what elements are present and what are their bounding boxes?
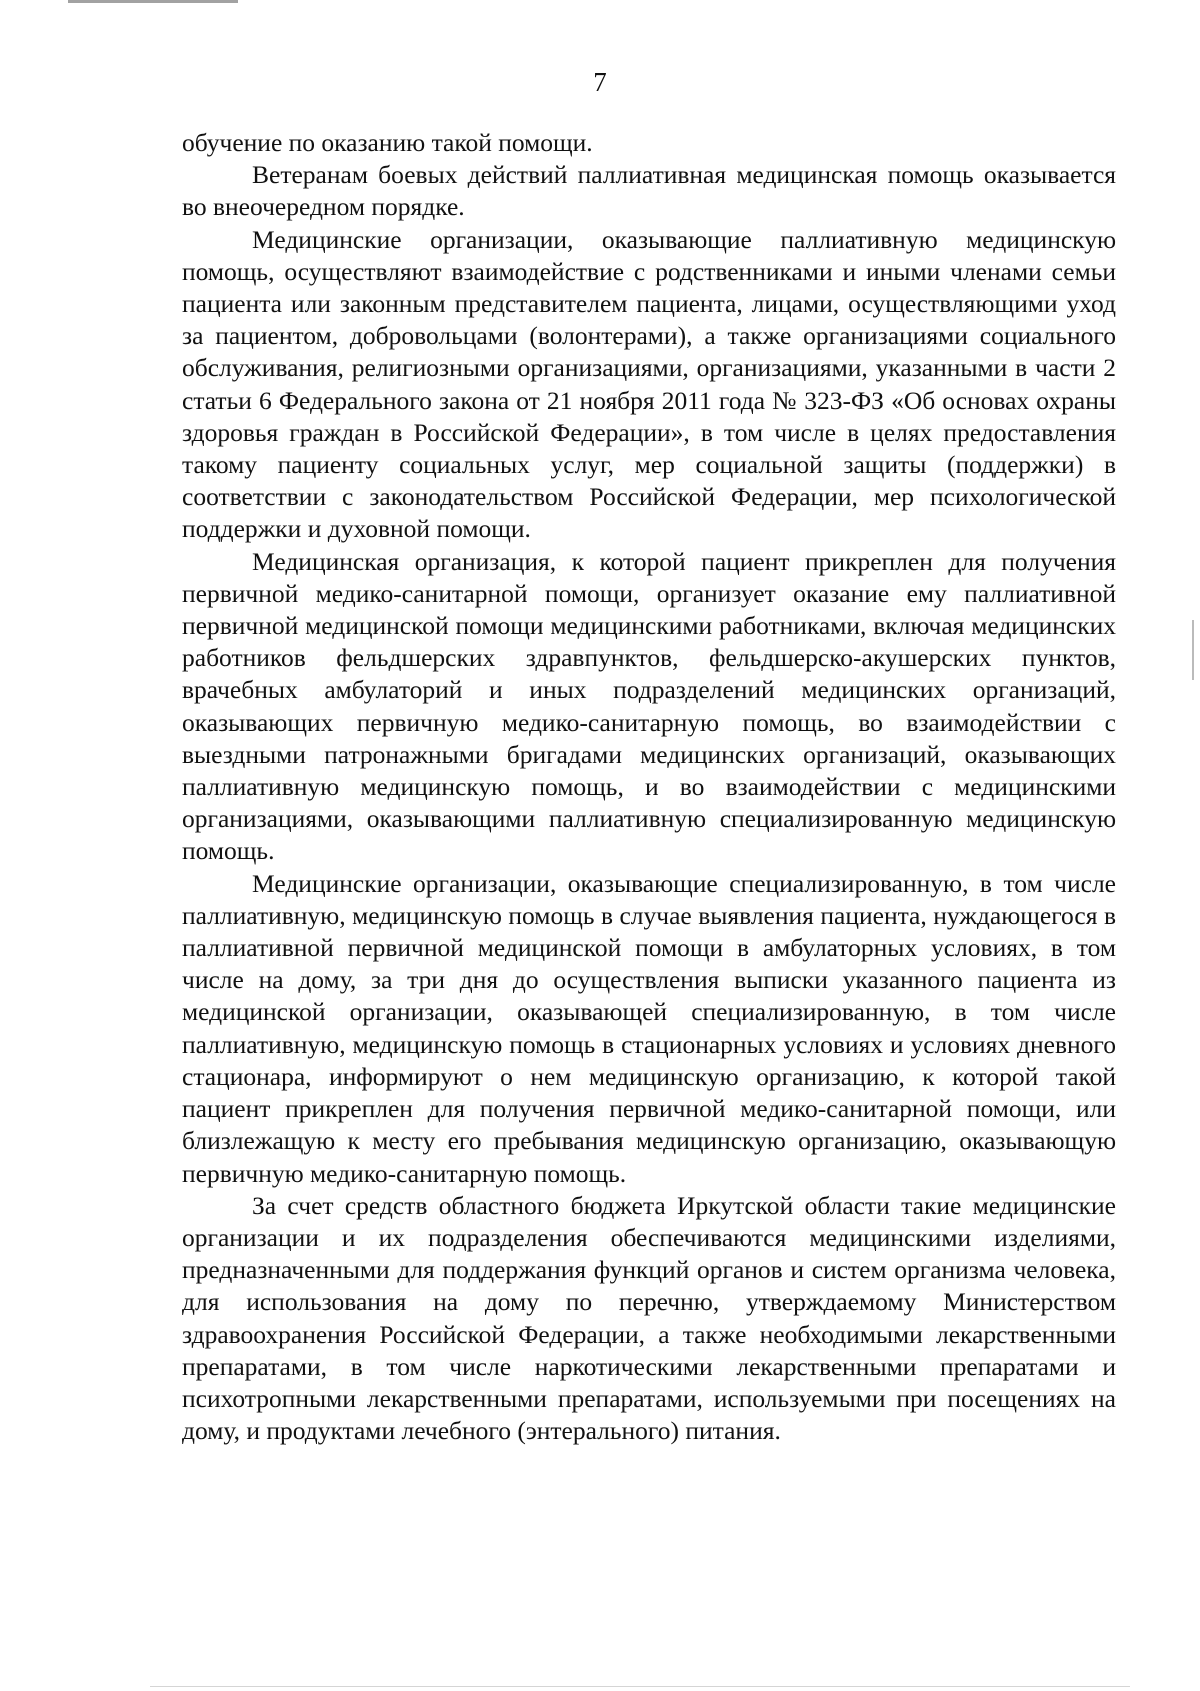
paragraph-continuation: обучение по оказанию такой помощи. <box>182 128 593 157</box>
paragraph-funding: За счет средств областного бюджета Иркутской области такие медицинские организации и их подразделения обеспечиваются медицинскими изделиями, предназначенными для поддержания функций органов и систем организма человека, для использования на дому по перечню, утверждаемому Министерством здравоохранения Российской Федерации, а также необходимыми лекарственными препаратами, в том числе наркотическими лекарственными препаратами и психотропными лекарственными препаратами, используемыми при посещениях на дому, и продуктами лечебного (энтерального) питания. <box>182 1190 1116 1446</box>
paragraph-veterans: Ветеранам боевых действий паллиативная медицинская помощь оказывается во внеочередном порядке. <box>182 160 1116 222</box>
document-body <box>182 127 1116 1447</box>
scan-artifact-top <box>68 0 238 3</box>
paragraph-primary-care: Медицинская организация, к которой пациент прикреплен для получения первичной медико-санитарной помощи, организует оказание ему паллиативной первичной медицинской помощи медицинскими работниками, включая медицинских работников фельдшерских здравпунктов, фельдшерско-акушерских пунктов, врачебных амбулаторий и иных подразделений медицинских организаций, оказывающих первичную медико-санитарную помощь, во взаимодействии с выездными патронажными бригадами медицинских организаций, оказывающих паллиативную медицинскую помощь, и во взаимодействии с медицинскими организациями, оказывающими паллиативную специализированную медицинскую помощь. <box>182 546 1116 866</box>
paragraph-discharge: Медицинские организации, оказывающие специализированную, в том числе паллиативную, медицинскую помощь в случае выявления пациента, нуждающегося в паллиативной первичной медицинской помощи в амбулаторных условиях, в том числе на дому, за три дня до осуществления выписки указанного пациента из медицинской организации, оказывающей специализированную, в том числе паллиативную, медицинскую помощь в стационарных условиях и условиях дневного стационара, информируют о нем медицинскую организацию, к которой такой пациент прикреплен для получения первичной медико-санитарной помощи, или близлежащую к месту его пребывания медицинскую организацию, оказывающую первичную медико-санитарную помощь. <box>182 868 1116 1188</box>
scan-artifact-bottom <box>150 1686 1130 1687</box>
paragraph-interaction: Медицинские организации, оказывающие паллиативную медицинскую помощь, осуществляют взаимодействие с родственниками и иными членами семьи пациента или законным представителем пациента, лицами, осуществляющими уход за пациентом, добровольцами (волонтерами), а также организациями социального обслуживания, религиозными организациями, организациями, указанными в части 2 статьи 6 Федерального закона от 21 ноября 2011 года № 323-ФЗ «Об основах охраны здоровья граждан в Российской Федерации», в том числе в целях предоставления такому пациенту социальных услуг, мер социальной защиты (поддержки) в соответствии с законодательством Российской Федерации, мер психологической поддержки и духовной помощи. <box>182 224 1116 544</box>
scan-artifact-right <box>1192 620 1194 680</box>
page-number: 7 <box>593 67 607 97</box>
